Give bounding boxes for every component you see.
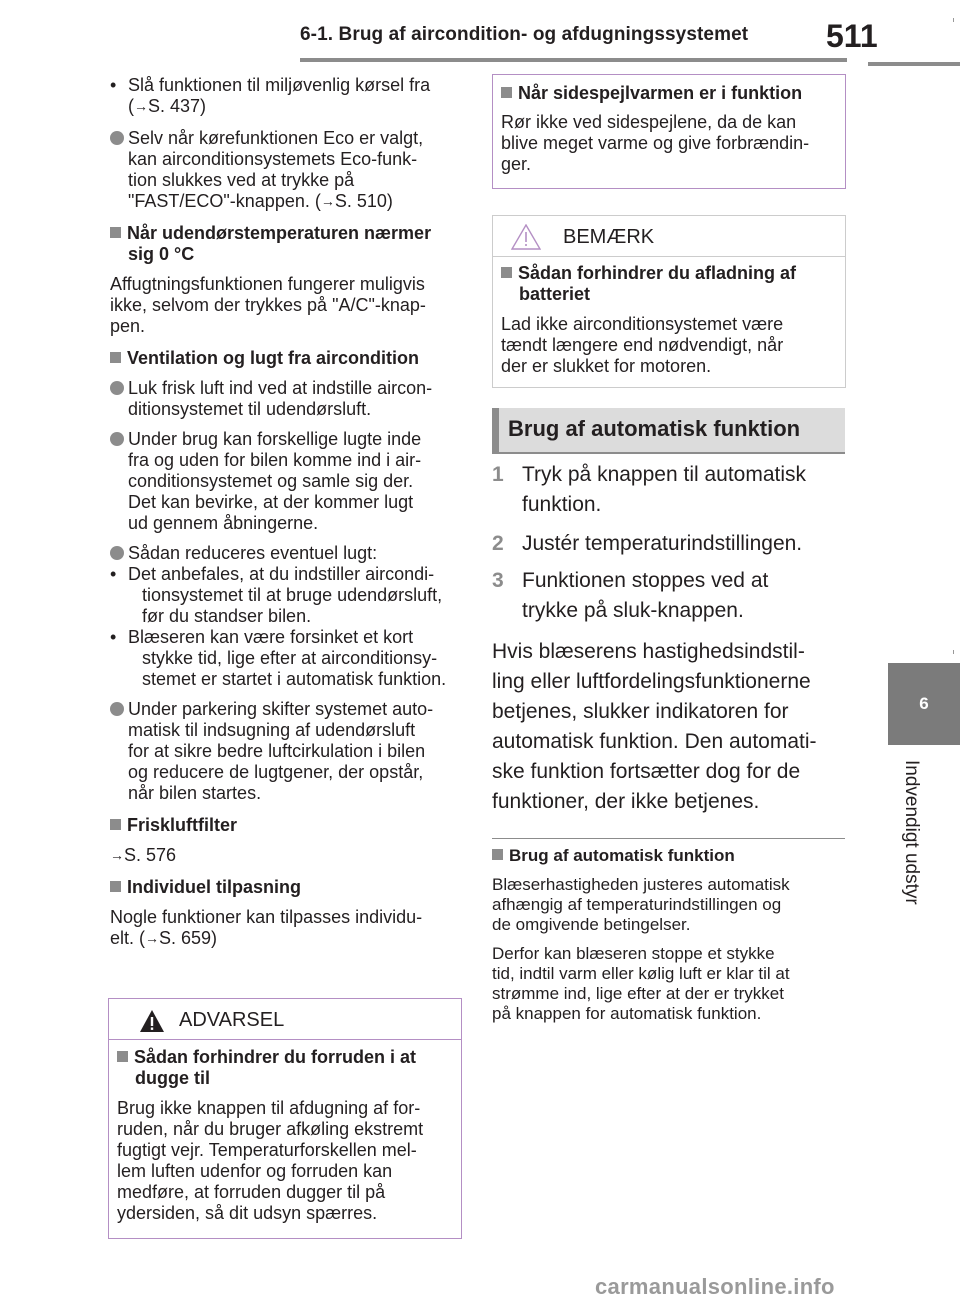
square-bullet-icon [501, 267, 512, 278]
heading-near-zero: Når udendørstemperaturen nærmer sig 0 °C [110, 223, 470, 265]
notice-header [493, 216, 845, 257]
square-bullet-icon [117, 1051, 128, 1062]
arrow-icon: → [320, 193, 335, 209]
warning-header [109, 999, 461, 1039]
warning-body: Sådan forhindrer du forruden i at dugge til Brug ikke knappen til afdugning af for- ruden, når du bruger afkøling ekstremt fugtigt vejr. Temperaturforskellen mel- lem luften udenfor og forruden kan medføre, at forruden dugger til på ydersiden, så dit udsyn spærres. [117, 1047, 424, 1223]
square-bullet-icon [110, 881, 121, 892]
subsection-rule [492, 838, 845, 839]
circle-bullet-icon [110, 131, 124, 145]
warning-box [108, 998, 462, 1239]
watermark: carmanualsonline.info [595, 1274, 835, 1299]
heading-customization: Individuel tilpasning [110, 877, 470, 898]
page-ref-link[interactable]: S. 437) [148, 96, 207, 116]
dot-item-odors: Under brug kan forskellige lugte inde fra og uden for bilen komme ind i air- conditionsystemet og samle sig der. Det kan bevirke, at der kommer lugt ud gennem åbningerne. [110, 429, 470, 534]
square-bullet-icon [110, 227, 121, 238]
page-ref-link[interactable]: S. 576 [124, 845, 177, 865]
running-header: 6-1. Brug af aircondition- og afdugningssystemet [300, 24, 749, 45]
notice-box: BEMÆRK Sådan forhindrer du afladning af batteriet Lad ikke airconditionsystemet være tændt længere end nødvendigt, når der er slukket for motoren. [492, 215, 846, 388]
page-ref-link[interactable]: S. 510) [334, 191, 393, 211]
circle-bullet-icon [110, 381, 124, 395]
page-ref-link[interactable]: S. 659) [159, 928, 218, 948]
section-rule [492, 452, 845, 454]
paragraph-dehumidify: Affugtningsfunktionen fungerer muligvis ikke, selvom der trykkes på "A/C"-knap- pen. [110, 274, 426, 336]
heading-filter: Friskluftfilter [110, 815, 470, 836]
left-column [110, 75, 470, 949]
dot-item-fresh-air: Luk frisk luft ind ved at indstille aircon- ditionsystemet til udendørsluft. [110, 378, 470, 420]
chapter-label: Indvendigt udstyr [901, 760, 922, 905]
chapter-number: 6 [919, 694, 929, 713]
section-title: Brug af automatisk funktion [508, 416, 801, 441]
circle-bullet-icon [110, 546, 124, 560]
notice-title: BEMÆRK [563, 226, 655, 248]
header-tab-rule [868, 62, 960, 66]
dot-item-reduce-odor: Sådan reduceres eventuel lugt: • Det anbefales, at du indstiller aircondi- tionsystemet til at bruge udendørsluft, før du standser bilen. • Blæseren kan være forsinket et kort stykke tid, lige efter at airconditionsy- stemet er startet i automatisk funktion. [110, 543, 447, 689]
crop-mark [953, 18, 954, 22]
step-2: 2 Justér temperaturindstillingen. [492, 532, 803, 555]
subsection: Brug af automatisk funktion Blæserhastigheden justeres automatisk afhængig af temperaturindstillingen og de omgivende betingelser. Derfor kan blæseren stoppe et stykke tid, indtil varm eller kølig luft er klar til at strømme ind, lige efter at der er trykket på knappen for automatisk funktion. [492, 846, 848, 1024]
bullet-eco-off: • Slå funktionen til miljøvenlig kørsel fra (→S. 437) [110, 75, 431, 116]
steps-list [492, 460, 848, 817]
arrow-icon: → [134, 98, 148, 114]
page-number: 511 [826, 18, 878, 54]
header-rule [300, 58, 847, 62]
square-bullet-icon [110, 352, 121, 363]
square-bullet-icon [110, 819, 121, 830]
step-1: 1 Tryk på knappen til automatisk funktion. [492, 463, 807, 516]
dot-item-parking: Under parkering skifter systemet auto- matisk til indsugning af udendørsluft for at sikre bedre luftcirkulation i bilen og reducere de lugtgener, der opstår, når bilen startes. [110, 699, 470, 804]
heading-ventilation: Ventilation og lugt fra aircondition [110, 348, 470, 369]
arrow-icon: → [145, 930, 160, 946]
filter-ref [110, 845, 470, 866]
step-3: 3 Funktionen stoppes ved at trykke på sluk-knappen. [492, 569, 769, 622]
circle-bullet-icon [110, 702, 124, 716]
warning-triangle-icon [139, 1009, 165, 1033]
square-bullet-icon [492, 849, 503, 860]
subsection-heading: Brug af automatisk funktion [492, 846, 848, 866]
mirror-heater-box: Når sidespejlvarmen er i funktion Rør ikke ved sidespejlene, da de kan blive meget varme og give forbrændin- ger. [492, 74, 846, 189]
circle-bullet-icon [110, 432, 124, 446]
dot-item-eco: Selv når kørefunktionen Eco er valgt, kan airconditionsystemets Eco-funk- tion slukkes ved at trykke på "FAST/ECO"-knappen. (→S. 510) [110, 128, 470, 212]
crop-mark [953, 650, 954, 654]
warning-title: ADVARSEL [179, 1009, 285, 1031]
notice-triangle-icon [511, 224, 541, 250]
arrow-icon: → [110, 847, 124, 863]
square-bullet-icon [501, 87, 512, 98]
paragraph-customization: Nogle funktioner kan tilpasses individu- elt. (→S. 659) [110, 907, 423, 948]
auto-mode-paragraph: Hvis blæserens hastighedsindstil- ling eller luftfordelingsfunktionerne betjenes, slukker indikatoren for automatisk funktion. Den automati- ske funktion fortsætter dog for de funktioner, der ikke betjenes. [492, 640, 817, 813]
section-accent [492, 408, 499, 452]
